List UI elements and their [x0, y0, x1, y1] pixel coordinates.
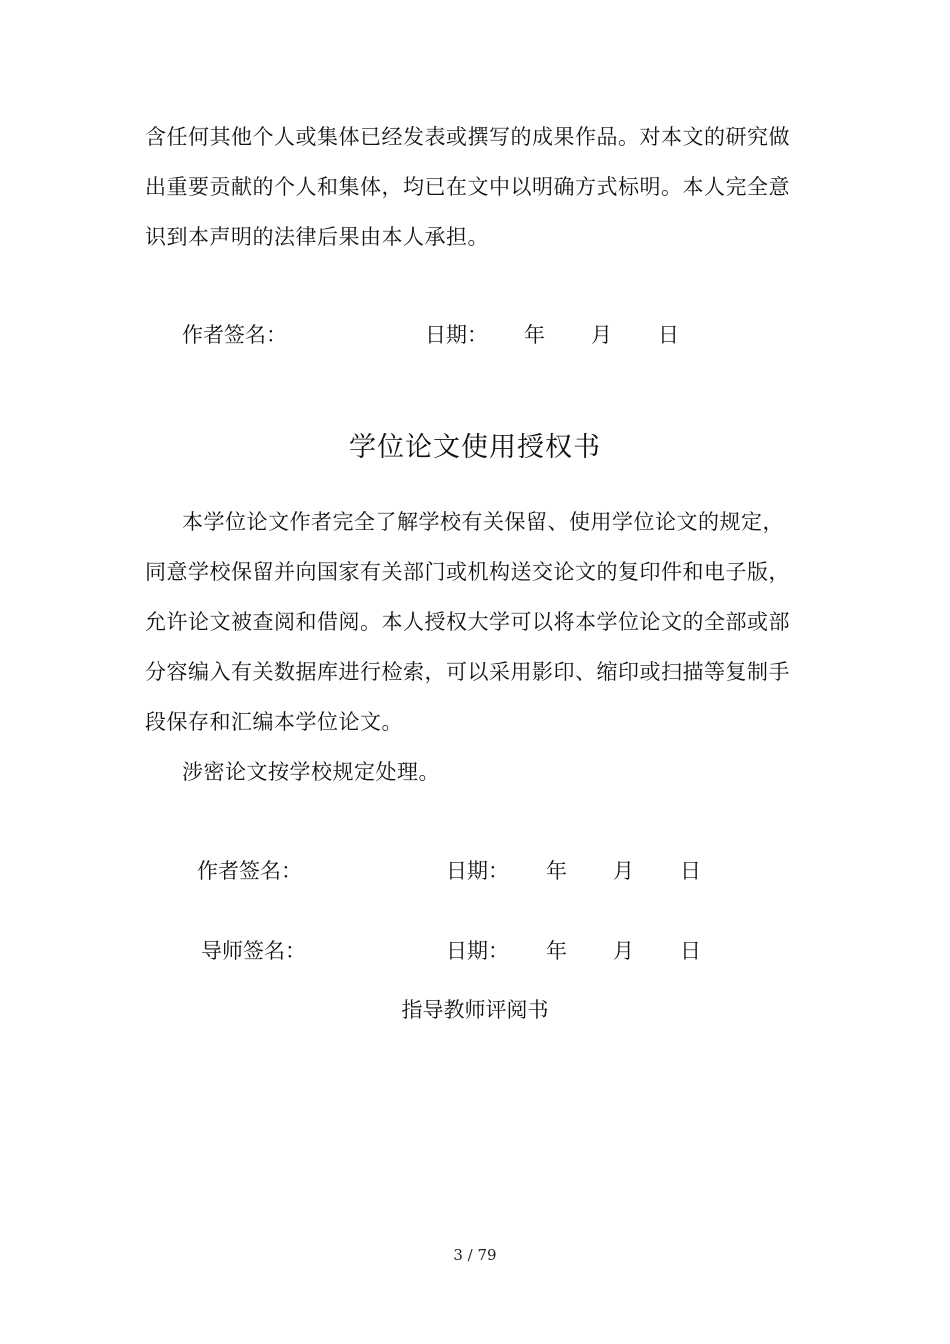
- authorization-line-1: 本学位论文作者完全了解学校有关保留、使用学位论文的规定，: [182, 510, 784, 534]
- date-label: 日期：: [425, 323, 488, 347]
- month-label: 月: [613, 939, 634, 963]
- authorization-title: 学位论文使用授权书: [349, 432, 601, 463]
- authorization-line-3: 允许论文被查阅和借阅。本人授权大学可以将本学位论文的全部或部: [145, 610, 790, 634]
- date-label: 日期：: [446, 939, 509, 963]
- year-label: 年: [546, 939, 567, 963]
- year-label: 年: [546, 859, 567, 883]
- declaration-line-3: 识到本声明的法律后果由本人承担。: [145, 225, 489, 249]
- author-signature-label: 作者签名：: [182, 323, 287, 347]
- advisor-signature-row: [0, 937, 950, 965]
- month-label: 月: [613, 859, 634, 883]
- year-label: 年: [524, 323, 545, 347]
- day-label: 日: [680, 859, 701, 883]
- author-signature-label: 作者签名：: [197, 859, 302, 883]
- month-label: 月: [591, 323, 612, 347]
- confidential-note: 涉密论文按学校规定处理。: [182, 760, 440, 784]
- review-title: 指导教师评阅书: [401, 998, 549, 1022]
- day-label: 日: [658, 323, 679, 347]
- declaration-line-1: 含任何其他个人或集体已经发表或撰写的成果作品。对本文的研究做: [145, 125, 790, 149]
- authorization-line-2: 同意学校保留并向国家有关部门或机构送交论文的复印件和电子版，: [145, 560, 790, 584]
- declaration-line-2: 出重要贡献的个人和集体，均已在文中以明确方式标明。本人完全意: [145, 175, 790, 199]
- authorization-line-4: 分容编入有关数据库进行检索，可以采用影印、缩印或扫描等复制手: [145, 660, 790, 684]
- advisor-signature-label: 导师签名：: [201, 939, 306, 963]
- date-label: 日期：: [446, 859, 509, 883]
- page-indicator: 3 / 79: [453, 1246, 497, 1264]
- authorization-author-signature-row: [0, 857, 950, 885]
- authorization-line-5: 段保存和汇编本学位论文。: [145, 710, 403, 734]
- day-label: 日: [680, 939, 701, 963]
- declaration-signature-row: [0, 321, 950, 349]
